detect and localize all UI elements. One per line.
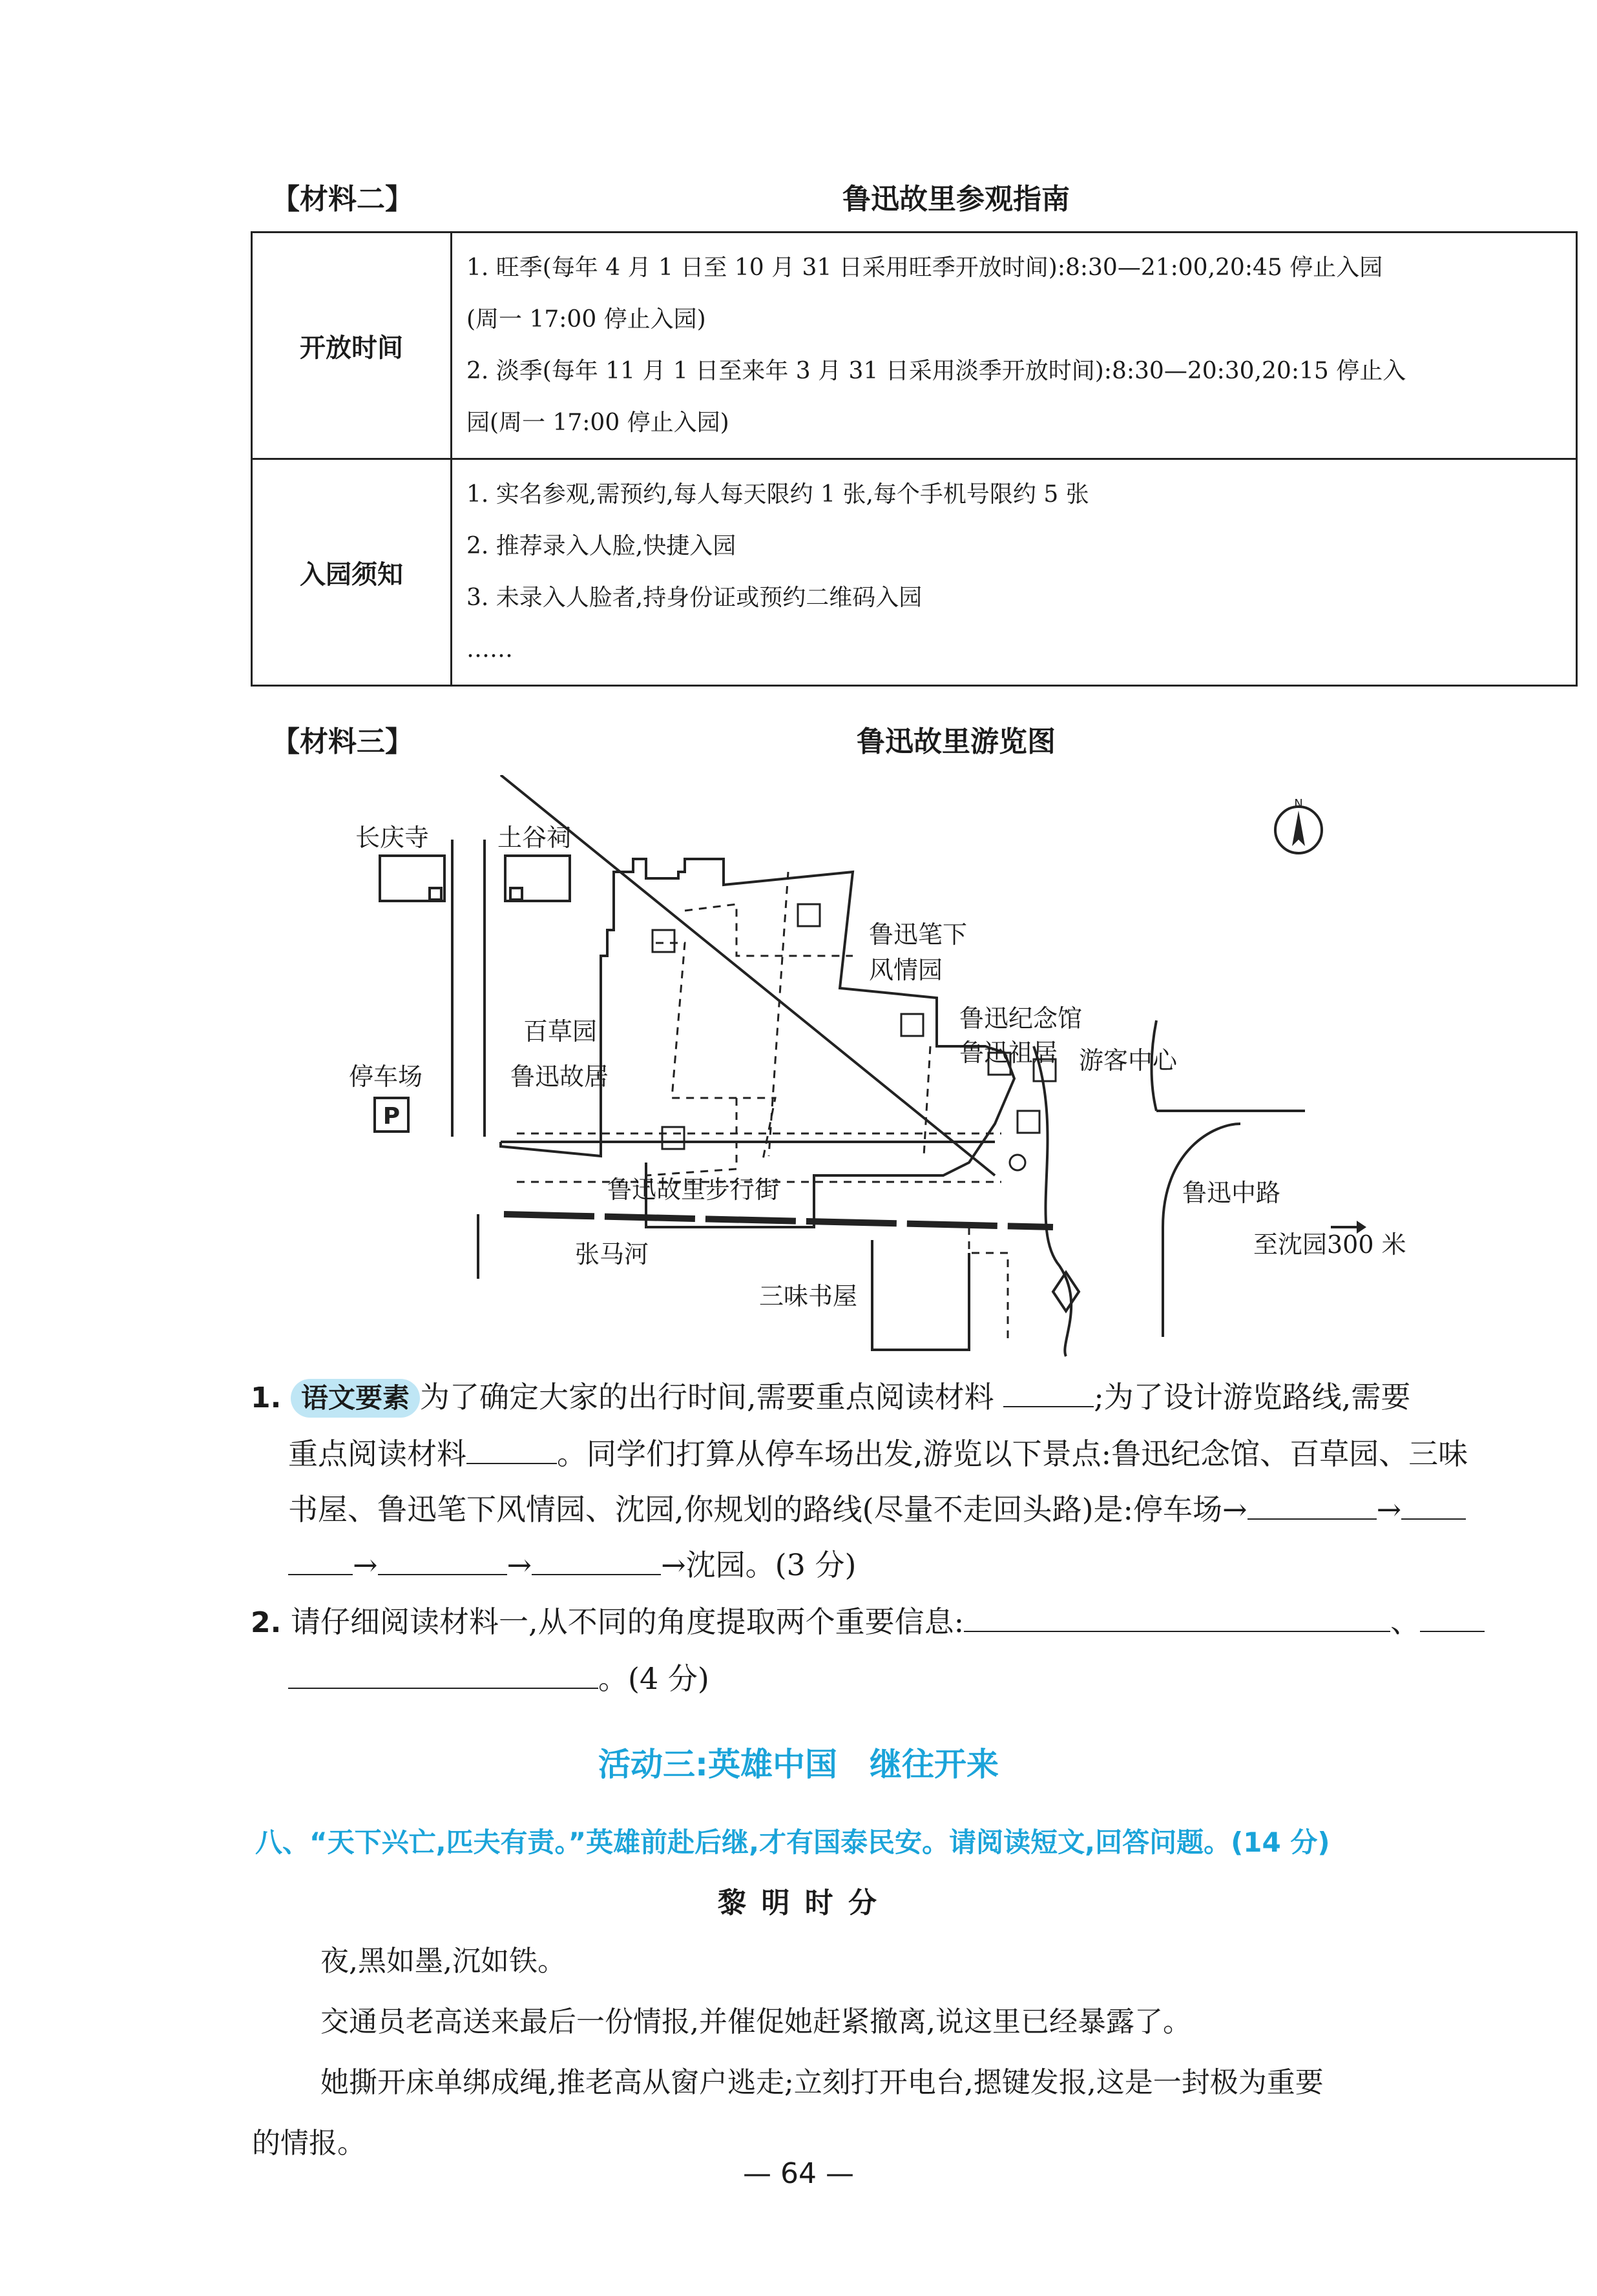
activity3-title: 活动三:英雄中国 继往开来 bbox=[598, 1746, 999, 1783]
label-zuju: 鲁迅祖居 bbox=[959, 1039, 1058, 1067]
route-arrow: → bbox=[1376, 1492, 1402, 1527]
label-youke: 游客中心 bbox=[1079, 1046, 1178, 1075]
route-arrow: → bbox=[353, 1547, 378, 1582]
route-arrow: → bbox=[1222, 1492, 1247, 1527]
label-sanweishuwu: 三味书屋 bbox=[759, 1282, 858, 1310]
answer-blank[interactable] bbox=[1247, 1489, 1377, 1520]
story-paragraph: 的情报。 bbox=[252, 2127, 366, 2160]
label-fengqingyuan: 风情园 bbox=[869, 956, 943, 984]
question-2 bbox=[251, 1594, 1581, 1706]
label-tingchechang: 停车场 bbox=[349, 1062, 423, 1091]
visit-guide-table bbox=[251, 231, 1578, 687]
q1-tag: 语文要素 bbox=[291, 1379, 420, 1418]
entry-notice-line: 2. 推荐录入人脸,快捷入园 bbox=[466, 533, 736, 559]
label-jinianguan: 鲁迅纪念馆 bbox=[959, 1004, 1083, 1033]
q1-end: 沈园。(3 分) bbox=[685, 1547, 857, 1582]
q1-number: 1. bbox=[251, 1381, 282, 1414]
svg-text:N: N bbox=[1294, 797, 1303, 811]
label-buxingjie: 鲁迅故里步行街 bbox=[607, 1175, 780, 1204]
page-number: — 64 — bbox=[743, 2157, 854, 2190]
q1-text-3: 重点阅读材料 bbox=[288, 1436, 466, 1471]
label-shenyuan: 至沈园300 米 bbox=[1253, 1230, 1406, 1259]
label-changqingsi: 长庆寺 bbox=[355, 823, 430, 852]
north-icon bbox=[1275, 797, 1322, 853]
route-arrow: → bbox=[661, 1547, 686, 1582]
answer-blank[interactable] bbox=[466, 1433, 557, 1464]
q1-text-1: 为了确定大家的出行时间,需要重点阅读材料 bbox=[419, 1380, 994, 1414]
row-head-open-time: 开放时间 bbox=[252, 233, 452, 459]
material2-label: 【材料二】 bbox=[271, 183, 413, 216]
story-paragraph: 夜,黑如墨,沉如铁。 bbox=[320, 1945, 566, 1978]
material3-title: 鲁迅故里游览图 bbox=[857, 725, 1056, 758]
answer-blank[interactable] bbox=[378, 1544, 507, 1575]
q2-text: 请仔细阅读材料一,从不同的角度提取两个重要信息: bbox=[290, 1604, 965, 1639]
entry-notice-line: 3. 未录入人脸者,持身份证或预约二维码入园 bbox=[466, 584, 923, 611]
label-tuguci: 土谷祠 bbox=[497, 823, 572, 852]
question-1 bbox=[251, 1369, 1581, 1593]
answer-blank[interactable] bbox=[288, 1544, 353, 1575]
answer-blank[interactable] bbox=[532, 1544, 661, 1575]
q1-text-4: 。同学们打算从停车场出发,游览以下景点:鲁迅纪念馆、百草园、三味 bbox=[557, 1436, 1468, 1471]
q1-text-2: ;为了设计游览路线,需要 bbox=[1094, 1380, 1411, 1414]
label-guju: 鲁迅故居 bbox=[510, 1062, 609, 1091]
q2-sep: 、 bbox=[1390, 1604, 1421, 1639]
parking-symbol: P bbox=[382, 1103, 401, 1130]
row-head-entry-notice: 入园须知 bbox=[252, 459, 452, 686]
open-time-line: 1. 旺季(每年 4 月 1 日至 10 月 31 日采用旺季开放时间):8:30—21:00,20:45 停止入园 bbox=[466, 254, 1383, 281]
q2-score: 。(4 分) bbox=[598, 1661, 709, 1696]
q2-number: 2. bbox=[251, 1606, 282, 1639]
story-paragraph: 交通员老高送来最后一份情报,并催促她赶紧撤离,说这里已经暴露了。 bbox=[320, 2005, 1191, 2038]
label-zhonglu: 鲁迅中路 bbox=[1182, 1179, 1281, 1207]
answer-blank[interactable] bbox=[964, 1601, 1390, 1632]
answer-blank[interactable] bbox=[1401, 1489, 1466, 1520]
open-time-line: 2. 淡季(每年 11 月 1 日至来年 3 月 31 日采用淡季开放时间):8:30—20:30,20:15 停止入 bbox=[466, 358, 1406, 384]
entry-notice-line: …… bbox=[466, 636, 513, 663]
open-time-line: 园(周一 17:00 停止入园) bbox=[466, 409, 729, 436]
tour-map bbox=[323, 775, 1460, 1369]
material2-title: 鲁迅故里参观指南 bbox=[842, 183, 1070, 216]
route-arrow: → bbox=[506, 1547, 532, 1582]
row-body-entry-notice bbox=[452, 459, 1577, 686]
table-row bbox=[252, 459, 1577, 686]
material3-label: 【材料三】 bbox=[271, 725, 413, 758]
answer-blank[interactable] bbox=[288, 1658, 598, 1689]
answer-blank[interactable] bbox=[1420, 1601, 1485, 1632]
label-bicaoxia: 鲁迅笔下 bbox=[869, 920, 968, 949]
table-row bbox=[252, 233, 1577, 459]
row-body-open-time bbox=[452, 233, 1577, 459]
entry-notice-line: 1. 实名参观,需预约,每人每天限约 1 张,每个手机号限约 5 张 bbox=[466, 481, 1089, 508]
section8-instruction: 八、“天下兴亡,匹夫有责。”英雄前赴后继,才有国泰民安。请阅读短文,回答问题。(14 分) bbox=[255, 1826, 1330, 1858]
story-title: 黎 明 时 分 bbox=[718, 1887, 879, 1919]
answer-blank[interactable] bbox=[1003, 1376, 1094, 1407]
label-baicaoyuan: 百草园 bbox=[523, 1017, 598, 1046]
open-time-line: (周一 17:00 停止入园) bbox=[466, 306, 706, 333]
q1-text-5: 书屋、鲁迅笔下风情园、沈园,你规划的路线(尽量不走回头路)是:停车场 bbox=[288, 1492, 1223, 1527]
story-body bbox=[252, 1931, 1580, 2174]
label-zhangmahe: 张马河 bbox=[575, 1240, 649, 1268]
story-paragraph: 她撕开床单绑成绳,推老高从窗户逃走;立刻打开电台,摁键发报,这是一封极为重要 bbox=[320, 2066, 1324, 2099]
